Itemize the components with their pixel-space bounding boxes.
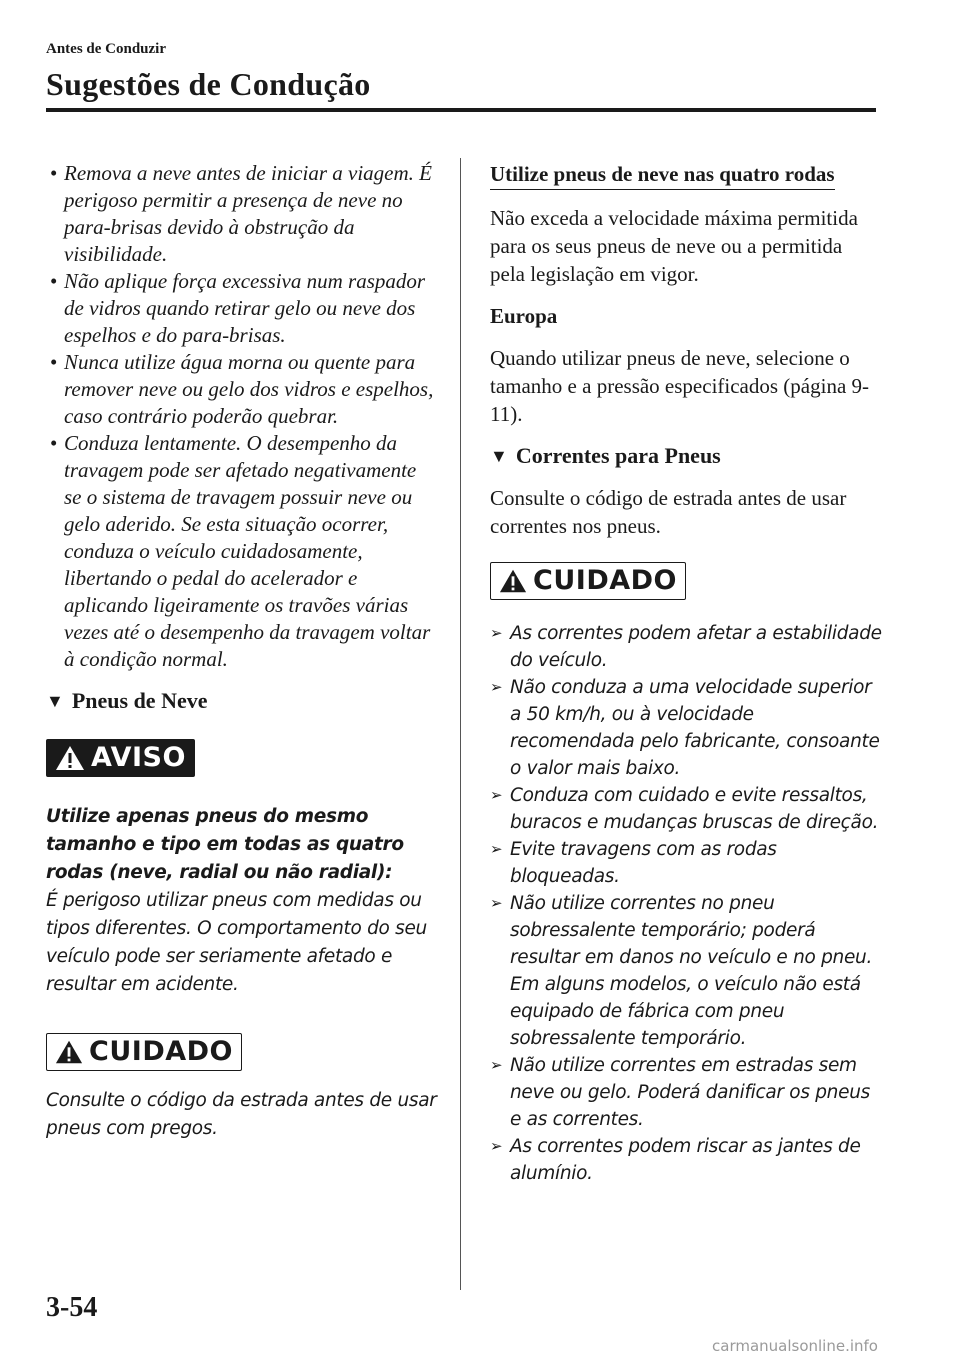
arrow-right-icon: ➢	[490, 1137, 503, 1155]
bullet-icon: •	[50, 350, 58, 374]
section-heading: Utilize pneus de neve nas quatro rodas	[490, 160, 835, 190]
watermark: carmanualsonline.info	[712, 1337, 878, 1355]
caution-block	[490, 562, 882, 1187]
bullet-icon: •	[50, 161, 58, 185]
list-item: ➢ As correntes podem riscar as jantes de alumínio.	[490, 1133, 882, 1187]
list-item: • Não aplique força excessiva num raspador de vidros quando retirar gelo ou neve dos espelhos e do para-brisas.	[50, 269, 426, 347]
page-number: 3-54	[46, 1292, 98, 1323]
chains-caution-list	[490, 620, 882, 1187]
list-item: ➢ Evite travagens com as rodas bloqueadas.	[490, 836, 882, 890]
list-item: ➢ Não utilize correntes em estradas sem neve ou gelo. Poderá danificar os pneus e as correntes.	[490, 1052, 882, 1133]
header-rule	[46, 108, 876, 112]
list-item: • Conduza lentamente. O desempenho da travagem pode ser afetado negativamente se o sistema de travagem possuir neve ou gelo aderido. Se esta situação ocorrer, conduza o veículo cuidadosamente, libertando o pedal do acelerador e aplicando ligeiramente os travões várias vezes até o desempenho da travagem voltar à condição normal.	[50, 431, 431, 671]
europe-paragraph: Quando utilizar pneus de neve, selecione o tamanho e a pressão especificados (página 9-11).	[490, 346, 870, 426]
section-label: Antes de Conduzir	[46, 41, 167, 57]
warning-triangle-icon	[55, 745, 85, 771]
chains-paragraph: Consulte o código de estrada antes de usar correntes nos pneus.	[490, 486, 847, 538]
list-item: ➢ Não conduza a uma velocidade superior a 50 km/h, ou à velocidade recomendada pelo fabricante, consoante o valor mais baixo.	[490, 674, 882, 782]
warning-text: É perigoso utilizar pneus com medidas ou tipos diferentes. O comportamento do seu veículo pode ser seriamente afetado e resultar em acidente.	[46, 890, 427, 995]
warning-badge: AVISO	[46, 739, 195, 777]
arrow-right-icon: ➢	[490, 786, 503, 804]
snow-tires-heading: ▼ Pneus de Neve	[46, 688, 208, 713]
page-title: Sugestões de Condução	[46, 66, 371, 102]
tire-chains-heading: ▼ Correntes para Pneus	[490, 443, 721, 468]
page-header	[46, 40, 876, 104]
warning-title: Utilize apenas pneus do mesmo tamanho e tipo em todas as quatro rodas (neve, radial ou não radial):	[46, 806, 404, 883]
bullet-icon: •	[50, 269, 58, 293]
warning-block	[46, 739, 438, 999]
arrow-right-icon: ➢	[490, 1056, 503, 1074]
right-column	[490, 160, 882, 1187]
triangle-down-icon: ▼	[46, 691, 64, 711]
warning-triangle-icon	[55, 1039, 83, 1065]
arrow-right-icon: ➢	[490, 678, 503, 696]
list-item: ➢ Não utilize correntes no pneu sobressalente temporário; poderá resultar em danos no veículo e no pneu. Em alguns modelos, o veículo não está equipado de fábrica com pneu sobressalente temporário.	[490, 890, 882, 1052]
bullet-icon: •	[50, 431, 58, 455]
speed-paragraph: Não exceda a velocidade máxima permitida para os seus pneus de neve ou a permitida pela legislação em vigor.	[490, 206, 858, 286]
region-label: Europa	[490, 304, 558, 328]
list-item: ➢ Conduza com cuidado e evite ressaltos, buracos e mudanças bruscas de direção.	[490, 782, 882, 836]
arrow-right-icon: ➢	[490, 894, 503, 912]
left-column	[46, 160, 438, 1143]
list-item: • Nunca utilize água morna ou quente para remover neve ou gelo dos vidros e espelhos, caso contrário poderão quebrar.	[50, 350, 434, 428]
list-item: ➢ As correntes podem afetar a estabilidade do veículo.	[490, 620, 882, 674]
winter-tips-list	[46, 160, 438, 673]
caution-badge: CUIDADO	[490, 562, 686, 600]
triangle-down-icon: ▼	[490, 446, 508, 466]
caution-text: Consulte o código da estrada antes de usar pneus com pregos.	[46, 1090, 437, 1139]
caution-block	[46, 1033, 438, 1143]
warning-triangle-icon	[499, 568, 527, 594]
arrow-right-icon: ➢	[490, 624, 503, 642]
list-item: • Remova a neve antes de iniciar a viagem. É perigoso permitir a presença de neve no para-brisas devido à obstrução da visibilidade.	[50, 161, 432, 266]
arrow-right-icon: ➢	[490, 840, 503, 858]
column-divider	[460, 158, 461, 1290]
caution-badge: CUIDADO	[46, 1033, 242, 1071]
